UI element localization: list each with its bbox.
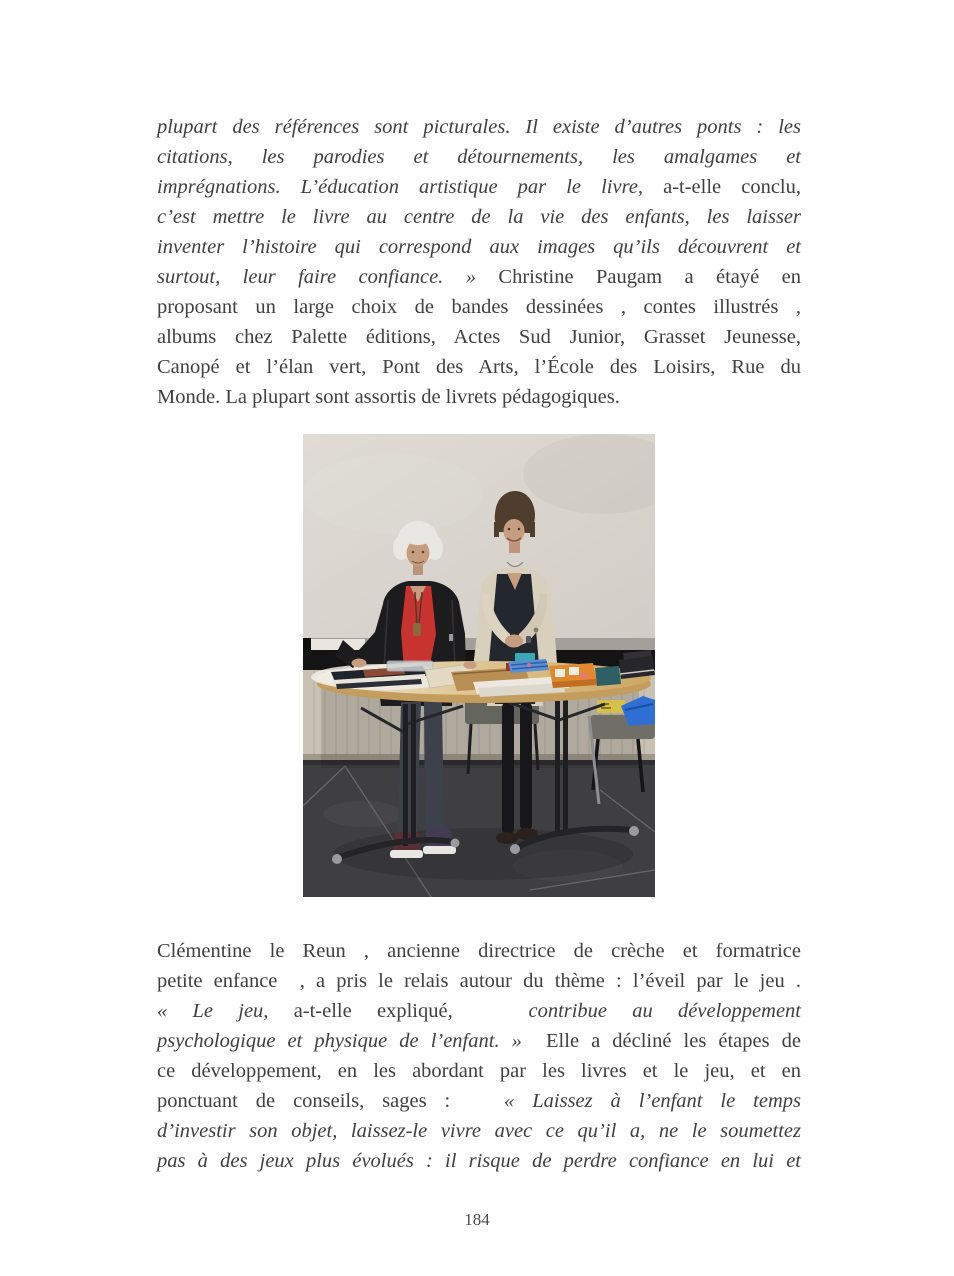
italic-text-segment: surtout, leur faire confiance. »: [157, 266, 499, 288]
page-number: 184: [464, 1210, 490, 1229]
text-segment: ce développement, en les abordant par les livres et le jeu, et en: [157, 1060, 801, 1082]
text-line: [157, 1146, 801, 1176]
italic-text-segment: c’est mettre le livre au centre de la vie des enfants, les laisser: [157, 206, 801, 228]
text-line: [157, 382, 801, 412]
text-line: [157, 262, 801, 292]
text-line: [157, 996, 801, 1026]
italic-text-segment: citations, les parodies et détournements, les amalgames et: [157, 146, 801, 168]
text-line: [157, 322, 801, 352]
italic-text-segment: psychologique et physique de l’enfant. »: [157, 1030, 547, 1052]
italic-text-segment: plupart des références sont picturales. Il existe d’autres ponts : les: [157, 116, 801, 138]
italic-text-segment: contribue au développement: [528, 1000, 801, 1022]
italic-text-segment: pas à des jeux plus évolués : il risque de perdre confiance en lui et: [157, 1150, 801, 1172]
text-segment: Canopé et l’élan vert, Pont des Arts, l’École des Loisirs, Rue du: [157, 356, 801, 378]
text-line: [157, 966, 801, 996]
italic-text-segment: « Laissez à l’enfant le temps: [504, 1090, 801, 1112]
text-line: [157, 352, 801, 382]
italic-text-segment: imprégnations. L’éducation artistique par le livre,: [157, 176, 664, 198]
photo-scene: [303, 434, 655, 897]
text-segment: a-t-elle conclu,: [663, 176, 801, 198]
text-line: [157, 172, 801, 202]
text-segment: ponctuant de conseils, sages :: [157, 1090, 505, 1112]
text-segment: proposant un large choix de bandes dessinées , contes illustrés ,: [157, 296, 801, 318]
italic-text-segment: d’investir son objet, laissez-le vivre avec ce qu’il a, ne le soumettez: [157, 1120, 801, 1142]
text-line: [157, 1086, 801, 1116]
text-segment: a-t-elle expliqué,: [293, 1000, 529, 1022]
text-segment: Clémentine le Reun , ancienne directrice de crèche et formatrice: [157, 940, 801, 962]
text-line: [157, 112, 801, 142]
italic-text-segment: « Le jeu,: [157, 1000, 294, 1022]
text-segment: Elle a décliné les étapes de: [546, 1030, 801, 1052]
text-segment: albums chez Palette éditions, Actes Sud Junior, Grasset Jeunesse,: [157, 326, 801, 348]
text-line: [157, 936, 801, 966]
text-line: [157, 292, 801, 322]
italic-text-segment: inventer l’histoire qui correspond aux images qu’ils découvrent et: [157, 236, 801, 258]
text-line: [157, 1056, 801, 1086]
text-line: [157, 142, 801, 172]
text-line: [157, 232, 801, 262]
text-line: [157, 1116, 801, 1146]
paragraph-2: [157, 936, 801, 1176]
text-line: [157, 1026, 801, 1056]
photo-figure: [303, 434, 655, 897]
text-line: [157, 202, 801, 232]
text-segment: Christine Paugam a étayé en: [498, 266, 801, 288]
text-segment: petite enfance , a pris le relais autour du thème : l’éveil par le jeu .: [157, 970, 801, 992]
text-segment: Monde. La plupart sont assortis de livrets pédagogiques.: [157, 386, 620, 408]
paragraph-1: [157, 112, 801, 412]
